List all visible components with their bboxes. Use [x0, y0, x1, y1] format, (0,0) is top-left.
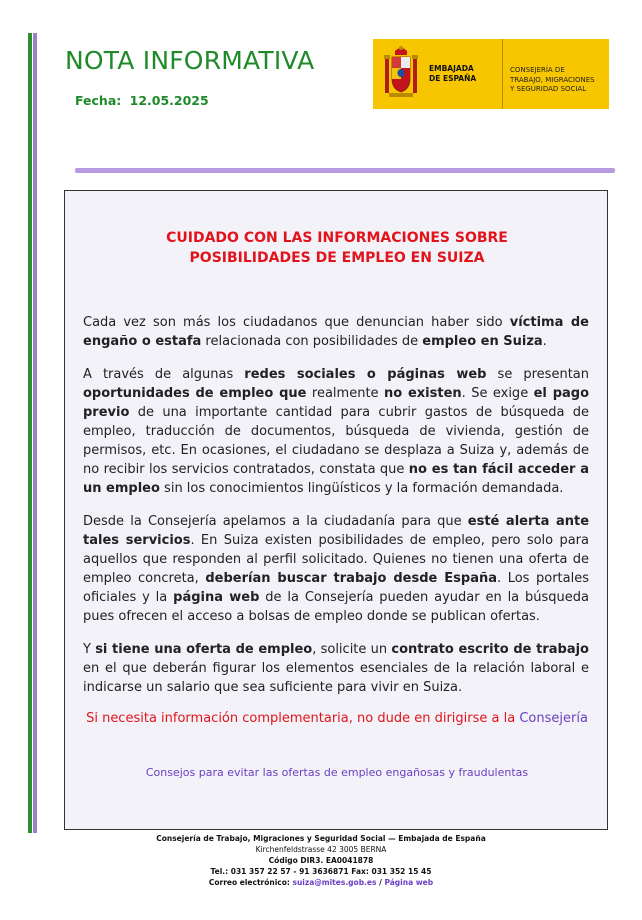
p3-text-1: Desde la Consejería apelamos a la ciudadanía para que [83, 514, 468, 529]
p3-bold-1: esté alerta ante tales servicios [83, 514, 590, 548]
ministry-name-line2: TRABAJO, MIGRACIONES [510, 75, 595, 84]
header-separator [75, 168, 615, 173]
p4-bold-2: contrato escrito de trabajo [391, 642, 589, 657]
embassy-logo [373, 39, 609, 109]
embassy-name-line1: EMBAJADA [429, 64, 474, 73]
paragraph-1 [83, 313, 589, 351]
p1-text-3: . [542, 334, 547, 349]
p1-text-1: Cada vez son más los ciudadanos que denuncian haber sido [83, 315, 510, 330]
footer-org: Consejería de Trabajo, Migraciones y Seguridad Social — Embajada de España [156, 834, 486, 843]
p2-bold-3: no existen [383, 386, 462, 401]
footer-dir3-code: Código DIR3. EA0041878 [268, 856, 374, 865]
p3-bold-3: página web [173, 590, 260, 605]
paragraph-4 [83, 640, 589, 697]
date-label: Fecha: [75, 93, 122, 108]
notice-heading-line1: CUIDADO CON LAS INFORMACIONES SOBRE [166, 230, 508, 246]
consejeria-link[interactable]: Consejería [519, 711, 588, 726]
p1-bold-1: víctima de engaño o estafa [83, 315, 589, 349]
p3-bold-2: deberían buscar trabajo desde España [205, 571, 498, 586]
embassy-name-line2: DE ESPAÑA [429, 74, 477, 83]
ministry-name-line1: CONSEJERÍA DE [510, 66, 565, 74]
left-accent-bar-green [28, 33, 32, 833]
date-line [75, 93, 209, 108]
footer-email-link[interactable]: suiza@mites.gob.es [292, 878, 377, 887]
p1-text-2: relacionada con posibilidades de [201, 334, 423, 349]
logo-divider [502, 39, 503, 109]
p4-text-2: , solicite un [312, 642, 392, 657]
footer-web-link[interactable]: Página web [384, 878, 434, 887]
date-value: 12.05.2025 [129, 93, 209, 108]
ministry-name-line3: Y SEGURIDAD SOCIAL [510, 85, 587, 93]
p4-text-3: en el que deberán figurar los elementos esenciales de la relación laboral e indicarse un salario que sea suficiente para vivir en Suiza. [83, 661, 589, 695]
footer-separator: / [376, 878, 385, 887]
footer-phone: Tel.: 031 357 22 57 - 91 3636871 Fax: 031 352 15 45 [210, 867, 432, 876]
p3-text-2: . En Suiza existen posibilidades de empleo, pero solo para aquellos que responden al perfil solicitado. Quienes no tienen una oferta de empleo concreta, [83, 533, 589, 586]
notice-box [64, 190, 608, 830]
p2-bold-1: redes sociales o páginas web [244, 367, 487, 382]
p4-bold-1: si tiene una oferta de empleo [95, 642, 313, 657]
tips-link[interactable]: Consejos para evitar las ofertas de empleo engañosas y fraudulentas [145, 766, 529, 779]
footer-email-label: Correo electrónico: [208, 878, 293, 887]
footer-contact [0, 877, 642, 888]
p2-text-4: . Se exige [461, 386, 534, 401]
contact-line [65, 711, 609, 726]
paragraph-3 [83, 512, 589, 626]
p2-text-3: realmente [306, 386, 384, 401]
p2-bold-4: el pago previo [83, 386, 590, 420]
p2-bold-2: oportunidades de empleo que [83, 386, 307, 401]
p2-bold-5: no es tan fácil acceder a un empleo [83, 462, 590, 496]
p1-bold-2: empleo en Suiza [422, 334, 543, 349]
p2-text-1: A través de algunas [83, 367, 245, 382]
page-footer [0, 833, 642, 888]
embassy-name [429, 64, 476, 84]
p2-text-6: sin los conocimientos lingüísticos y la formación demandada. [159, 481, 564, 496]
notice-body [83, 313, 589, 711]
p4-text-1: Y [83, 642, 96, 657]
p2-text-2: se presentan [486, 367, 589, 382]
p3-text-4: de la Consejería pueden ayudar en la búsqueda pues ofrecen el acceso a bolsas de empleo donde se publican ofertas. [83, 590, 589, 624]
notice-heading [65, 228, 609, 268]
paragraph-2 [83, 365, 589, 498]
p3-text-3: . Los portales oficiales y la [83, 571, 589, 605]
notice-heading-line2: POSIBILIDADES DE EMPLEO EN SUIZA [189, 250, 485, 266]
coat-of-arms-icon [383, 45, 419, 103]
contact-text: Si necesita información complementaria, no dude en dirigirse a la [86, 711, 520, 726]
page-title: NOTA INFORMATIVA [65, 46, 315, 75]
footer-address: Kirchenfeldstrasse 42 3005 BERNA [255, 845, 387, 854]
p2-text-5: de una importante cantidad para cubrir gastos de búsqueda de empleo, traducción de documentos, búsqueda de vivienda, gestión de permisos, etc. En ocasiones, el ciudadano se desplaza a Suiza y, además de no recibir los servicios contratados, constata que [83, 405, 589, 477]
ministry-name [510, 66, 595, 95]
left-accent-bar-purple [33, 33, 37, 833]
